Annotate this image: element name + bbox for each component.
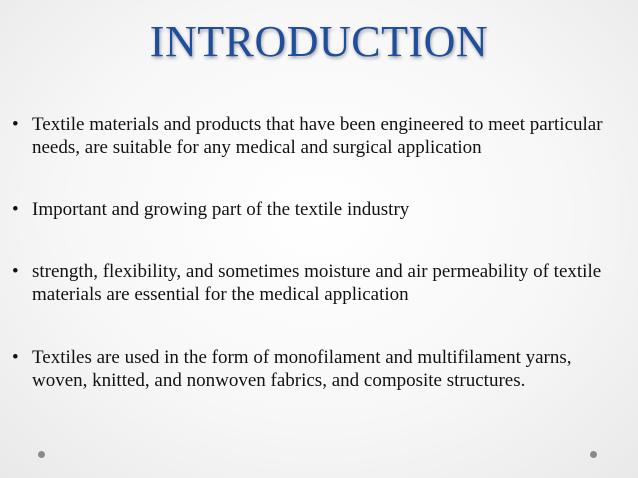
slide-title: INTRODUCTION — [149, 17, 489, 66]
decorative-dot-right — [590, 451, 597, 458]
decorative-dot-left — [38, 451, 45, 458]
bullet-text: Textile materials and products that have been engineered to meet particular needs, are suitable for any medical and surgical application — [32, 114, 603, 158]
bullet-icon: • — [12, 261, 19, 282]
bullet-icon: • — [12, 199, 19, 220]
bullet-text: Important and growing part of the textile industry — [32, 199, 410, 220]
bullet-icon: • — [12, 347, 19, 368]
bullet-icon: • — [12, 114, 19, 135]
bullet-text: Textiles are used in the form of monofilament and multifilament yarns, woven, knitted, and nonwoven fabrics, and composite structures. — [32, 347, 572, 391]
bullet-text: strength, flexibility, and sometimes moisture and air permeability of textile materials are essential for the medical application — [32, 261, 602, 305]
